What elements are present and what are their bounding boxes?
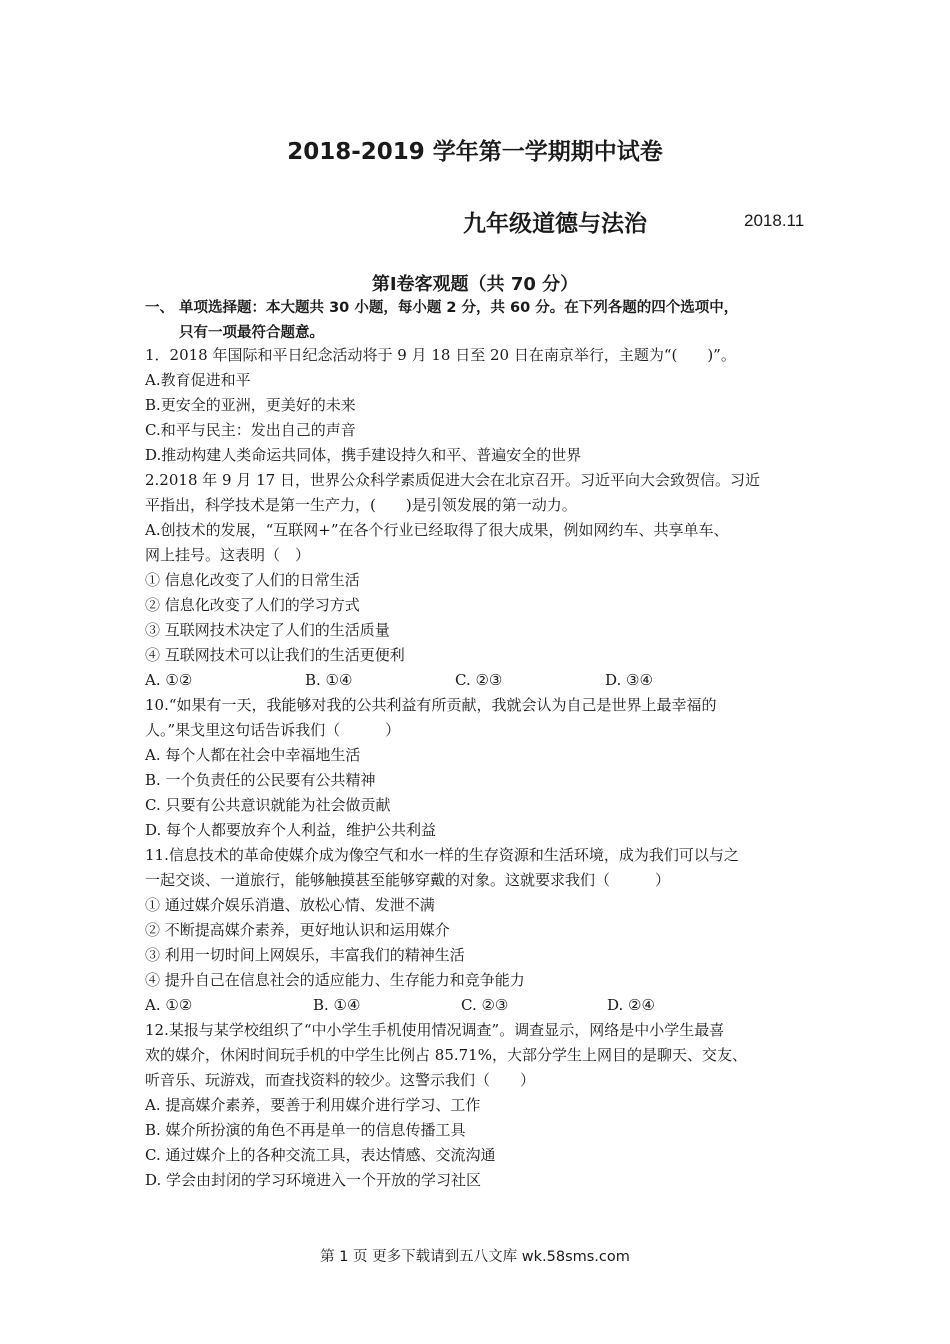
question-stem: 10.“如果有一天，我能够对我的公共利益有所贡献，我就会认为自己是世界上最幸福的 — [145, 696, 717, 714]
option-c: C. 通过媒介上的各种交流工具，表达情感、交流沟通 — [145, 1146, 496, 1164]
option-b: B. ①④ — [313, 996, 361, 1014]
question-stem: 平指出，科学技术是第一生产力，( )是引领发展的第一动力。 — [145, 496, 577, 514]
option-a: A. ①② — [145, 671, 193, 689]
option-d: D. 学会由封闭的学习环境进入一个开放的学习社区 — [145, 1171, 482, 1189]
statement: ① 信息化改变了人们的日常生活 — [145, 571, 360, 589]
statement: ④ 提升自己在信息社会的适应能力、生存能力和竞争能力 — [145, 971, 525, 989]
question-stem: 12.某报与某学校组织了“中小学生手机使用情况调查”。调查显示，网络是中小学生最喜 — [145, 1021, 725, 1039]
exam-title: 2018-2019 学年第一学期期中试卷 — [287, 139, 663, 165]
option-b: B. 媒介所扮演的角色不再是单一的信息传播工具 — [145, 1121, 466, 1139]
section-instruction — [145, 296, 815, 346]
subject-title: 九年级道德与法治 — [463, 211, 647, 237]
option-b: B. ①④ — [305, 671, 353, 689]
option-c: C.和平与民主：发出自己的声音 — [145, 421, 356, 439]
statement: ② 不断提高媒介素养，更好地认识和运用媒介 — [145, 921, 450, 939]
statement: ③ 利用一切时间上网娱乐，丰富我们的精神生活 — [145, 946, 465, 964]
question-stem: 人。”果戈里这句话告诉我们（ ） — [145, 721, 401, 739]
questions — [145, 343, 815, 1193]
option-row — [145, 993, 815, 1018]
question-stem: 听音乐、玩游戏，而查找资料的较少。这警示我们（ ） — [145, 1071, 536, 1089]
option-b: B. 一个负责任的公民要有公共精神 — [145, 771, 376, 789]
page-footer: 第 1 页 更多下载请到五八文库 wk.58sms.com — [320, 1249, 630, 1265]
question-stem: 11.信息技术的革命使媒介成为像空气和水一样的生存资源和生活环境，成为我们可以与之 — [145, 846, 739, 864]
option-a: A. 每个人都在社会中幸福地生活 — [145, 746, 361, 764]
option-b: B.更安全的亚洲，更美好的未来 — [145, 396, 356, 414]
option-c: C. ②③ — [461, 996, 509, 1014]
option-a: A. 提高媒介素养，要善于利用媒介进行学习、工作 — [145, 1096, 481, 1114]
question-stem: 一起交谈、一道旅行，能够触摸甚至能够穿戴的对象。这就要求我们（ ） — [145, 871, 671, 889]
instruction-line: 一、 单项选择题：本大题共 30 小题，每小题 2 分，共 60 分。在下列各题的四个选项中， — [145, 300, 739, 316]
exam-date: 2018.11 — [744, 211, 805, 230]
question-stem: A.创技术的发展，“互联网+”在各个行业已经取得了很大成果，例如网约车、共享单车、 — [145, 521, 729, 539]
option-d: D.推动构建人类命运共同体，携手建设持久和平、普遍安全的世界 — [145, 446, 582, 464]
statement: ④ 互联网技术可以让我们的生活更便利 — [145, 646, 405, 664]
statement: ③ 互联网技术决定了人们的生活质量 — [145, 621, 390, 639]
section-title: 第Ⅰ卷客观题（共 70 分） — [371, 274, 579, 295]
option-a: A. ①② — [145, 996, 193, 1014]
option-d: D. ③④ — [605, 671, 653, 689]
option-c: C. 只要有公共意识就能为社会做贡献 — [145, 796, 391, 814]
option-c: C. ②③ — [455, 671, 503, 689]
statement: ② 信息化改变了人们的学习方式 — [145, 596, 360, 614]
statement: ① 通过媒介娱乐消遣、放松心情、发泄不满 — [145, 896, 435, 914]
question-stem: 2.2018 年 9 月 17 日，世界公众科学素质促进大会在北京召开。习近平向大会致贺信。习近 — [145, 471, 760, 489]
question-stem: 1．2018 年国际和平日纪念活动将于 9 月 18 日至 20 日在南京举行，主题为“( )”。 — [145, 346, 736, 364]
question-stem: 欢的媒介，休闲时间玩手机的中学生比例占 85.71%，大部分学生上网目的是聊天、交友、 — [145, 1046, 747, 1064]
question-stem: 网上挂号。这表明（ ） — [145, 546, 311, 564]
option-d: D. 每个人都要放弃个人利益，维护公共利益 — [145, 821, 437, 839]
instruction-line: 只有一项最符合题意。 — [179, 325, 324, 341]
option-row — [145, 668, 815, 693]
option-a: A.教育促进和平 — [145, 371, 251, 389]
option-d: D. ②④ — [607, 996, 655, 1014]
